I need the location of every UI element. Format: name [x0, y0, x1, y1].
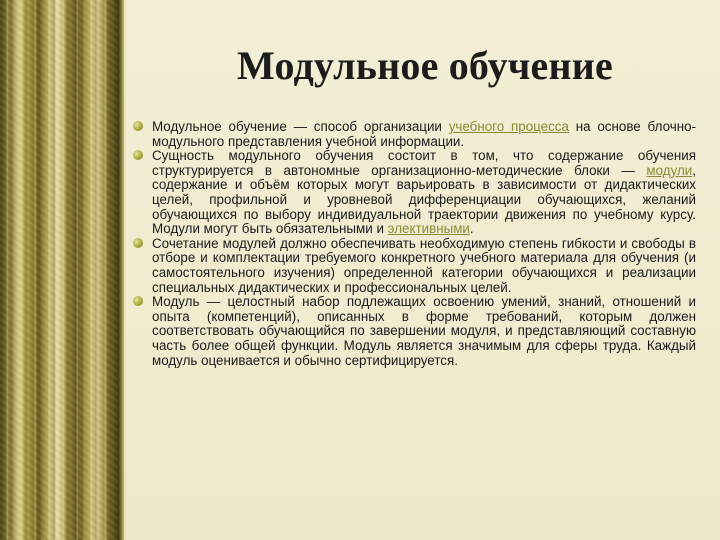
link-modules[interactable]: модули [646, 162, 693, 178]
bullet-text: на основе блочно-модульного представления учебной информации. [152, 119, 696, 149]
list-item [133, 120, 696, 149]
bullet-text: , содержание и объём которых могут варьировать в зависимости от дидактических целей, профильной и уровневой дифференциации обучающихся, желаний обучающихся по выбору индивидуальной траектории движения по учебному курсу. Модули могут быть обязательными и [152, 162, 696, 237]
bullet-text: Модульное обучение — способ организации [152, 119, 449, 134]
bullet-icon [133, 238, 143, 248]
link-elective[interactable]: элективными [387, 221, 470, 237]
bullet-icon [133, 121, 143, 131]
bullet-text: Сущность модульного обучения состоит в том, что содержание обучения структурируется в автономные организационно-методические блоки — [152, 148, 696, 178]
bullet-text: Модуль — целостный набор подлежащих освоению умений, знаний, отношений и опыта (компетенций), описанных в форме требований, которым должен соответствовать обучающийся по завершении модуля, и представляющий составную часть более общей функции. Модуль является значимым для сферы труда. Каждый модуль оценивается и обычно сертифицируется. [152, 294, 696, 368]
slide-title: Модульное обучение [237, 43, 613, 88]
bullet-text: Сочетание модулей должно обеспечивать необходимую степень гибкости и свободы в отборе и комплектации требуемого конкретного учебного материала для обучения (и самостоятельного изучения) определенной категории обучающихся и реализации специальных дидактических и профессиональных целей. [152, 235, 696, 295]
list-item [133, 149, 696, 237]
bullet-icon [133, 150, 143, 160]
link-learning-process[interactable]: учебного процесса [448, 119, 569, 134]
bullet-list [133, 120, 696, 368]
list-item [133, 237, 696, 295]
bullet-icon [133, 296, 143, 306]
list-item [133, 295, 696, 368]
border-highlight [124, 0, 127, 540]
bullet-text: . [469, 221, 474, 237]
decorative-gold-border [0, 0, 118, 540]
